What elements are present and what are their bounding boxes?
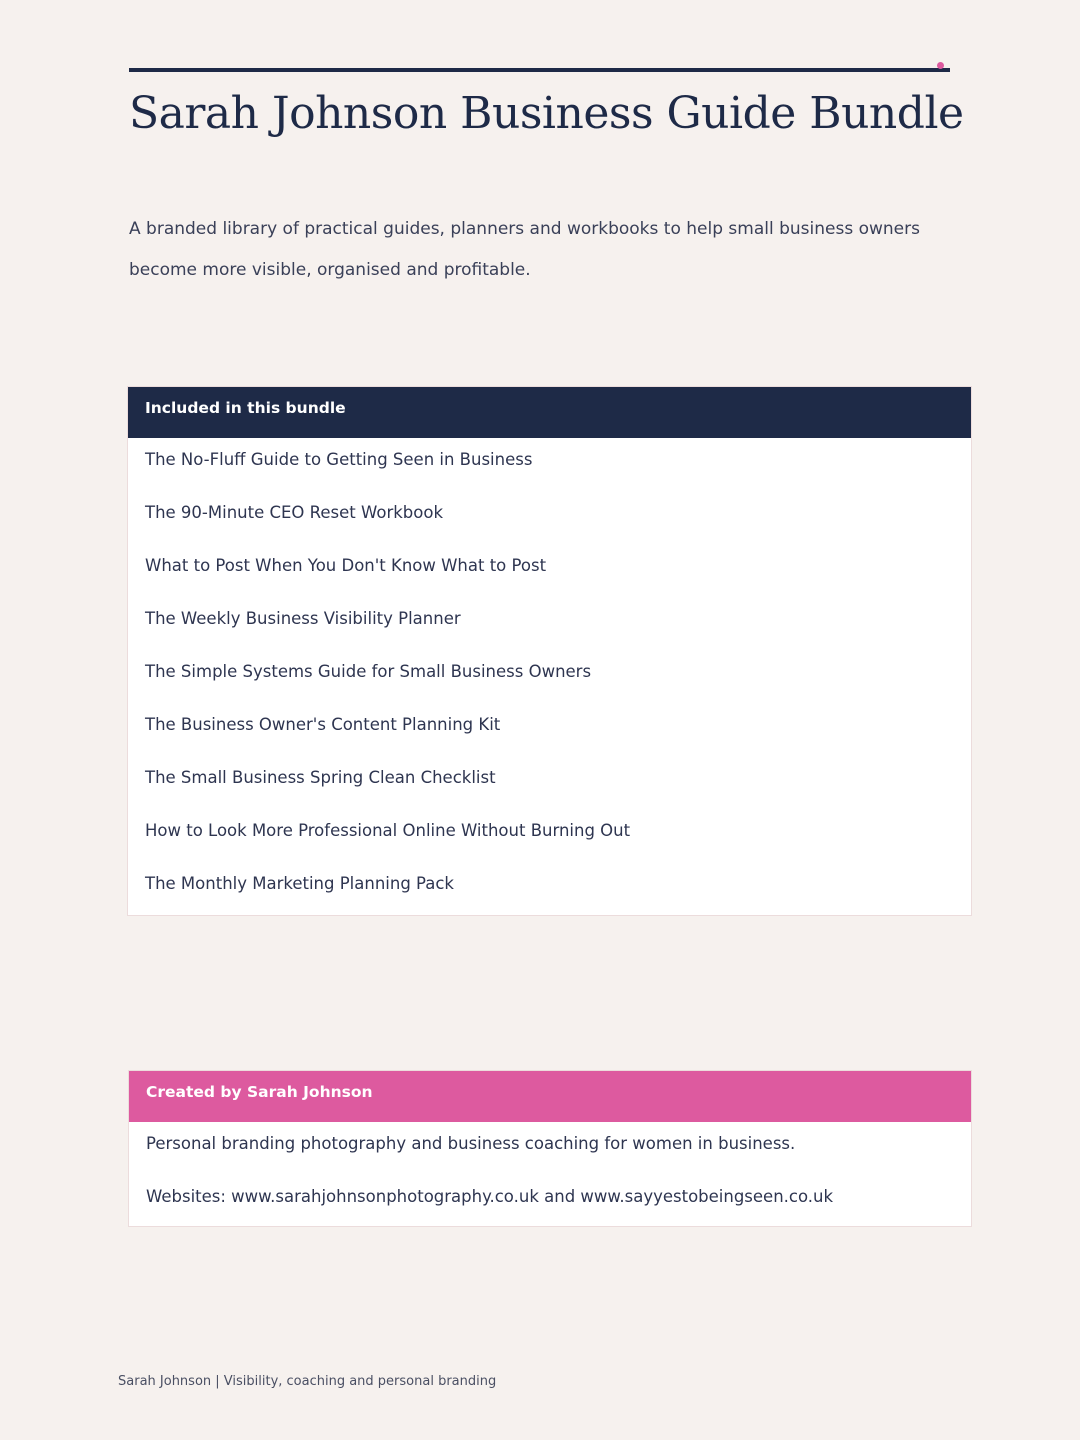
list-item: The No-Fluff Guide to Getting Seen in Business	[145, 450, 533, 469]
bundle-header: Included in this bundle	[128, 387, 971, 438]
top-divider	[129, 68, 950, 72]
intro-text: A branded library of practical guides, planners and workbooks to help small business owners become more visible, organised and profitable.	[129, 219, 920, 280]
list-item: The Simple Systems Guide for Small Business Owners	[145, 662, 592, 681]
list-item: The Small Business Spring Clean Checklist	[145, 768, 496, 787]
creator-description: Personal branding photography and business coaching for women in business.	[146, 1134, 796, 1153]
accent-dot	[937, 62, 944, 69]
page-title: Sarah Johnson Business Guide Bundle	[129, 88, 964, 139]
list-item: The Monthly Marketing Planning Pack	[145, 874, 454, 893]
creator-header: Created by Sarah Johnson	[129, 1071, 971, 1122]
bundle-card	[127, 386, 972, 916]
footer-text: Sarah Johnson | Visibility, coaching and personal branding	[118, 1374, 497, 1389]
creator-websites: Websites: www.sarahjohnsonphotography.co.uk and www.sayyestobeingseen.co.uk	[146, 1187, 834, 1206]
list-item: The Weekly Business Visibility Planner	[145, 609, 461, 628]
list-item: The Business Owner's Content Planning Kit	[145, 715, 501, 734]
list-item: The 90-Minute CEO Reset Workbook	[145, 503, 443, 522]
list-item: What to Post When You Don't Know What to Post	[145, 556, 547, 575]
list-item: How to Look More Professional Online Without Burning Out	[145, 821, 631, 840]
creator-card	[128, 1070, 972, 1227]
bundle-list	[128, 438, 971, 915]
